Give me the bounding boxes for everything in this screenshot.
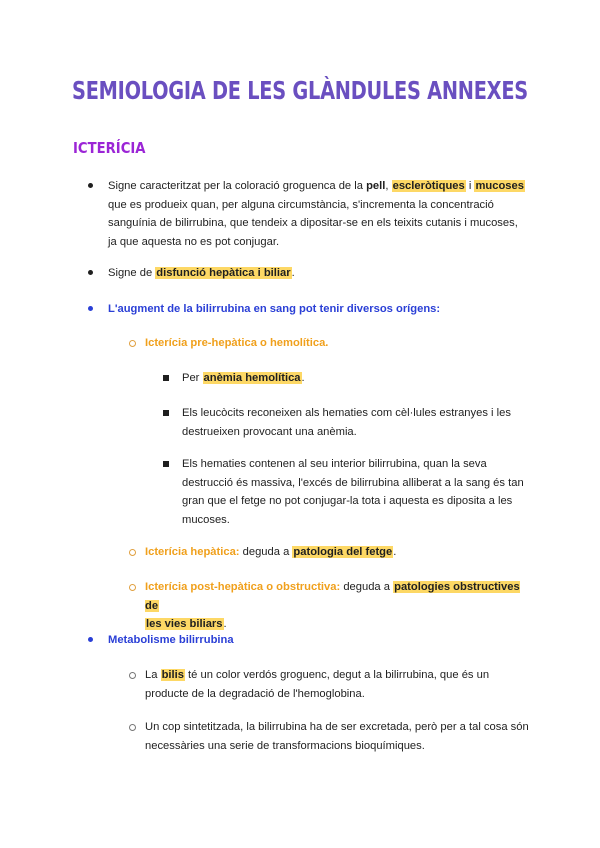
highlight: patologies obstructives de: [145, 581, 520, 612]
text: .: [291, 267, 295, 279]
page-title: SEMIOLOGIA DE LES GLÀNDULES ANNEXES: [72, 76, 528, 105]
circle-bullet-icon: [129, 340, 136, 347]
text: Signe caracteritzat per la coloració groguenca de la: [108, 180, 367, 192]
square-bullet-icon: [163, 410, 169, 416]
pre-sub-1: [182, 369, 305, 388]
highlight: les vies biliars: [146, 618, 223, 630]
paragraph-3: L'augment de la bilirrubina en sang pot tenir diversos orígens:: [108, 303, 441, 315]
text: i: [465, 180, 475, 192]
bullet-icon: [88, 637, 93, 642]
metabolism-item-2: [145, 718, 529, 755]
text-bold: pell: [366, 180, 386, 192]
highlight: mucoses: [475, 180, 524, 192]
text: deguda a: [340, 581, 394, 593]
text: mucoses.: [182, 513, 230, 526]
text: gran que el fetge no pot conjugar-la tota i aquesta es diposita a les: [182, 495, 513, 507]
text: .: [393, 546, 397, 558]
text: té un color verdós groguenc, degut a la bilirrubina, que és un: [184, 669, 490, 681]
text: Els leucòcits reconeixen als hematies com cèl·lules estranyes i les: [182, 407, 511, 419]
highlight: patologia del fetge: [293, 546, 393, 558]
circle-bullet-icon: [129, 672, 136, 679]
post-hepatic-item: [145, 578, 525, 634]
text: .: [301, 372, 305, 384]
section-heading: ICTERÍCIA: [73, 139, 146, 157]
text: que es produeix quan, per alguna circumstància, s'incrementa la concentració: [108, 198, 494, 211]
text: sanguínia de bilirrubina, que tendeix a dipositar-se en els teixits cutanis i mucoses,: [108, 217, 518, 229]
highlight: anèmia hemolítica: [203, 372, 301, 384]
label: Icterícia post-hepàtica o obstructiva:: [145, 581, 341, 593]
text: .: [223, 618, 227, 630]
metabolism-item-1: [145, 666, 489, 703]
text: deguda a: [239, 546, 293, 558]
pre-sub-2: [182, 404, 511, 441]
bullet-icon: [88, 183, 93, 188]
square-bullet-icon: [163, 375, 169, 381]
pre-sub-3: [182, 455, 524, 529]
text: necessàries una serie de transformacions bioquímiques.: [145, 739, 425, 752]
highlight: escleròtiques: [392, 180, 465, 192]
text: Per: [182, 372, 203, 384]
circle-bullet-icon: [129, 584, 136, 591]
text: ja que aquesta no es pot conjugar.: [108, 235, 280, 248]
text: destrueixen provocant una anèmia.: [182, 425, 357, 438]
hepatic-item: [145, 543, 396, 562]
highlight: bilis: [161, 669, 184, 681]
paragraph-2: [108, 264, 295, 283]
text: ,: [385, 180, 392, 192]
circle-bullet-icon: [129, 724, 136, 731]
paragraph-1: [108, 177, 548, 251]
circle-bullet-icon: [129, 549, 136, 556]
pre-hepatic-label: Icterícia pre-hepàtica o hemolítica.: [145, 337, 329, 349]
square-bullet-icon: [163, 461, 169, 467]
bullet-icon: [88, 270, 93, 275]
text: La: [145, 669, 161, 681]
text: Signe de: [108, 267, 156, 279]
metabolism-heading: Metabolisme bilirrubina: [108, 634, 234, 646]
highlight: disfunció hepàtica i biliar: [156, 267, 291, 279]
text: producte de la degradació de l'hemoglobina.: [145, 687, 365, 700]
text: Els hematies contenen al seu interior bilirrubina, quan la seva: [182, 458, 487, 470]
text: Un cop sintetitzada, la bilirrubina ha de ser excretada, però per a tal cosa són: [145, 721, 529, 733]
bullet-icon: [88, 306, 93, 311]
text: destrucció és massiva, l'excés de bilirrubina alliberat a la sang és tan: [182, 476, 524, 489]
label: Icterícia hepàtica:: [145, 546, 240, 558]
